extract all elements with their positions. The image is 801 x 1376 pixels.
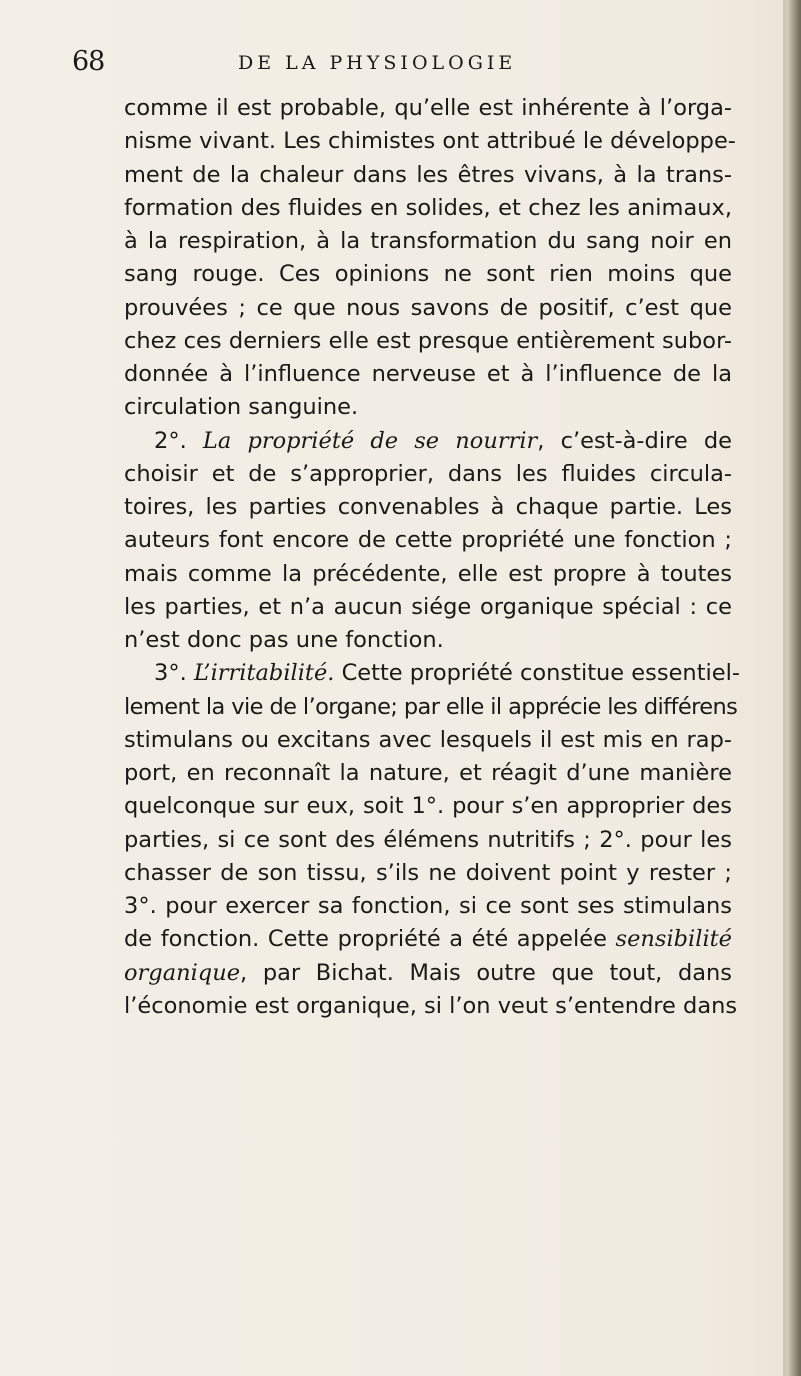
text-line: parties, si ce sont des élémens nutritifs ; 2°. pour les (124, 826, 732, 853)
text-line (124, 957, 732, 990)
body-text (124, 92, 740, 1023)
text-line: n’est donc pas une fonction. (124, 627, 444, 653)
text-line: stimulans ou excitans avec lesquels il est mis en rap- (124, 726, 732, 753)
text-line: circulation sanguine. (124, 394, 359, 421)
text-line: sang rouge. Ces opinions ne sont rien moins que (124, 261, 732, 288)
text-line: quelconque sur eux, soit 1°. pour s’en approprier des (124, 793, 732, 820)
page-number: 68 (72, 46, 105, 77)
italic-term: organique (124, 959, 241, 986)
text-fragment: , c’est-à-dire de (537, 427, 732, 454)
text-fragment: Cette propriété constitue essentiel- (334, 660, 740, 687)
text-line: prouvées ; ce que nous savons de positif, c’est que (124, 294, 732, 321)
text-line: mais comme la précédente, elle est propre à toutes (124, 560, 732, 587)
text-fragment: de fonction. Cette propriété a été appelée (124, 926, 616, 953)
text-line: nisme vivant. Les chimistes ont attribué le développe- (124, 128, 736, 155)
page-edge (787, 0, 801, 1376)
text-line: ment de la chaleur dans les êtres vivans, à la trans- (124, 161, 732, 188)
text-line (124, 923, 732, 956)
text-line: choisir et de s’approprier, dans les fluides circula- (124, 460, 732, 487)
text-line: chasser de son tissu, s’ils ne doivent point y rester ; (124, 859, 732, 886)
italic-term: La propriété de se nourrir (202, 427, 538, 454)
paragraph-2-first-line (124, 425, 732, 458)
item-number: 2°. (154, 427, 187, 454)
text-line: comme il est probable, qu’elle est inhérente à l’orga- (124, 95, 732, 121)
item-number: 3°. (154, 660, 187, 687)
italic-term: L’irritabilité. (193, 660, 335, 687)
text-line: à la respiration, à la transformation du sang noir en (124, 228, 732, 254)
text-line: auteurs font encore de cette propriété une fonction ; (124, 527, 732, 554)
italic-term: sensibilité (615, 926, 732, 953)
page-header (72, 40, 732, 84)
text-line: formation des fluides en solides, et chez les animaux, (124, 194, 732, 221)
text-line: port, en reconnaît la nature, et réagit d’une manière (124, 760, 732, 786)
text-line: 3°. pour exercer sa fonction, si ce sont ses stimulans (124, 893, 732, 919)
text-line: donnée à l’influence nerveuse et à l’influence de la (124, 361, 732, 387)
text-line: lement la vie de l’organe; par elle il apprécie les différens (124, 693, 738, 720)
text-line: les parties, et n’a aucun siége organique spécial : ce (124, 593, 732, 620)
running-head: DE LA PHYSIOLOGIE (238, 52, 517, 74)
text-line: toires, les parties convenables à chaque partie. Les (124, 494, 732, 520)
text-fragment: , par Bichat. Mais outre que tout, dans (240, 959, 732, 986)
text-line: l’économie est organique, si l’on veut s’entendre dans (124, 992, 738, 1019)
text-line: chez ces derniers elle est presque entièrement subor- (124, 327, 732, 354)
paragraph-3-first-line (124, 657, 740, 690)
